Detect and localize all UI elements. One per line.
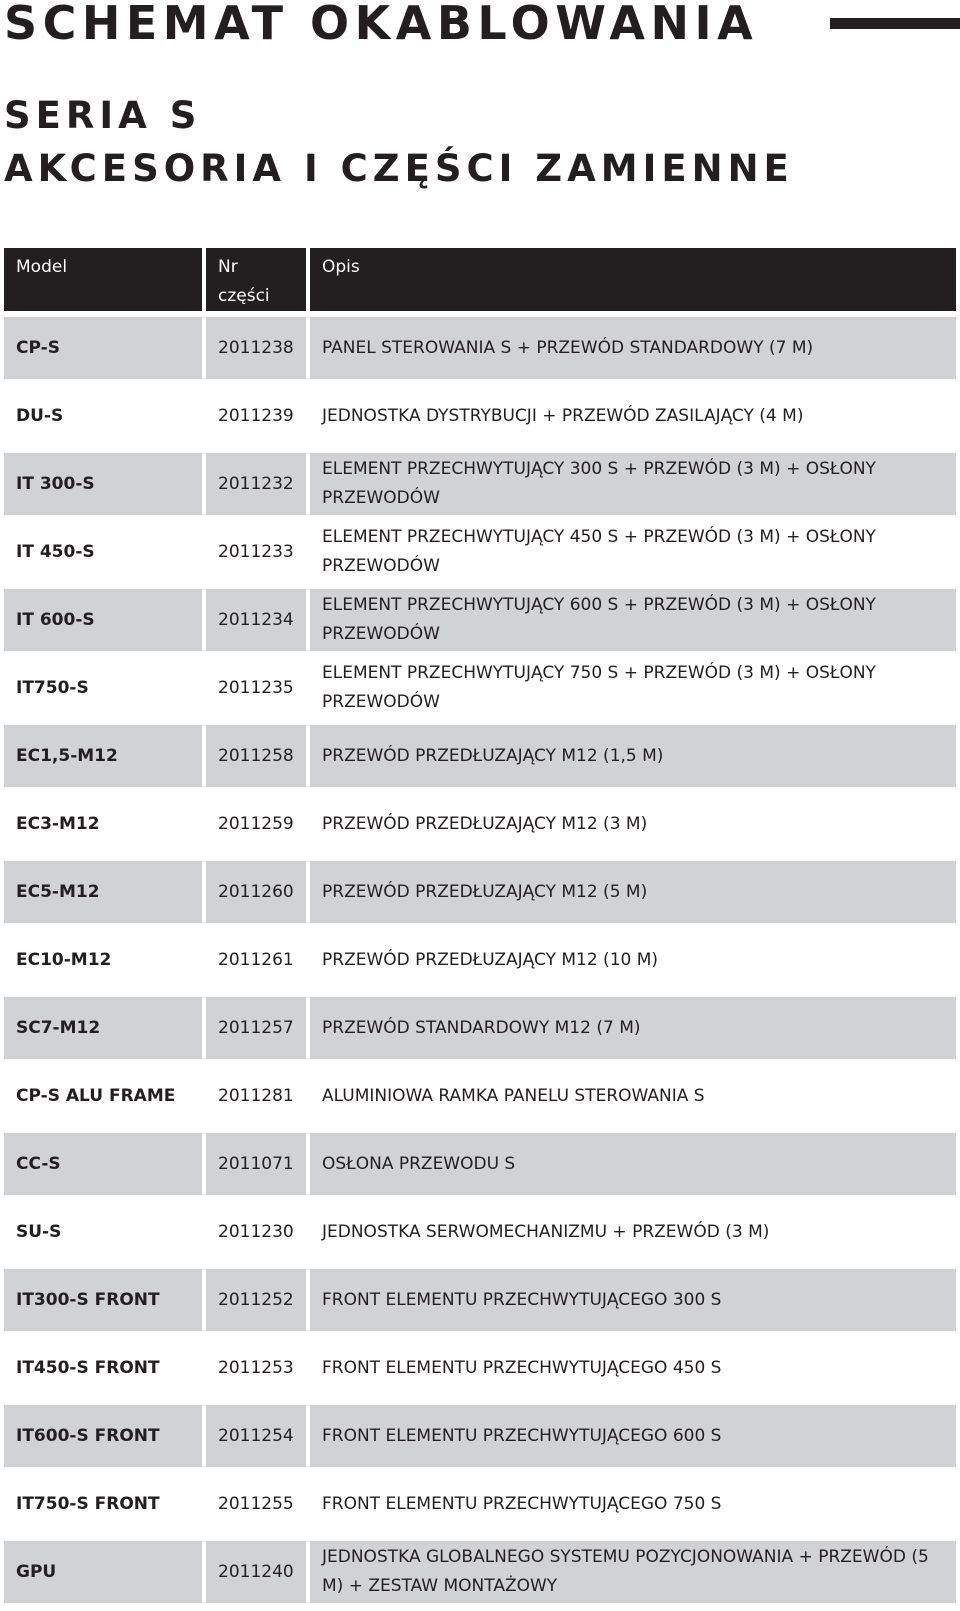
model-cell: EC5-M12	[4, 861, 202, 929]
part-number-cell: 2011258	[202, 725, 306, 793]
model-cell: IT600-S FRONT	[4, 1405, 202, 1473]
description-cell: ELEMENT PRZECHWYTUJĄCY 750 S + PRZEWÓD (3 M) + OSŁONY PRZEWODÓW	[306, 657, 956, 725]
description-cell: PRZEWÓD PRZEDŁUZAJĄCY M12 (5 M)	[306, 861, 956, 929]
table-row	[4, 521, 956, 589]
part-number-cell: 2011071	[202, 1133, 306, 1201]
part-number-cell: 2011252	[202, 1269, 306, 1337]
column-header-description: Opis	[306, 248, 956, 317]
model-cell: EC3-M12	[4, 793, 202, 861]
model-cell: EC10-M12	[4, 929, 202, 997]
description-cell: JEDNOSTKA GLOBALNEGO SYSTEMU POZYCJONOWANIA + PRZEWÓD (5 M) + ZESTAW MONTAŻOWY	[306, 1541, 956, 1609]
table-row	[4, 317, 956, 385]
table-row	[4, 1065, 956, 1133]
column-header-part-number: Nr części	[202, 248, 306, 317]
part-number-cell: 2011254	[202, 1405, 306, 1473]
table-row	[4, 1473, 956, 1541]
model-cell: DU-S	[4, 385, 202, 453]
model-cell: IT450-S FRONT	[4, 1337, 202, 1405]
description-cell: ELEMENT PRZECHWYTUJĄCY 300 S + PRZEWÓD (3 M) + OSŁONY PRZEWODÓW	[306, 453, 956, 521]
table-row	[4, 1269, 956, 1337]
parts-table	[4, 248, 956, 1609]
part-number-cell: 2011281	[202, 1065, 306, 1133]
table-row	[4, 725, 956, 793]
table-row	[4, 385, 956, 453]
part-number-cell: 2011257	[202, 997, 306, 1065]
part-number-cell: 2011253	[202, 1337, 306, 1405]
part-number-cell: 2011239	[202, 385, 306, 453]
part-number-cell: 2011255	[202, 1473, 306, 1541]
page-title: SCHEMAT OKABLOWANIA	[4, 0, 759, 50]
description-cell: JEDNOSTKA DYSTRYBUCJI + PRZEWÓD ZASILAJĄCY (4 M)	[306, 385, 956, 453]
part-number-cell: 2011238	[202, 317, 306, 385]
description-cell: ELEMENT PRZECHWYTUJĄCY 450 S + PRZEWÓD (3 M) + OSŁONY PRZEWODÓW	[306, 521, 956, 589]
model-cell: EC1,5-M12	[4, 725, 202, 793]
description-cell: PANEL STEROWANIA S + PRZEWÓD STANDARDOWY (7 M)	[306, 317, 956, 385]
model-cell: CC-S	[4, 1133, 202, 1201]
model-cell: CP-S ALU FRAME	[4, 1065, 202, 1133]
part-number-cell: 2011235	[202, 657, 306, 725]
part-number-cell: 2011240	[202, 1541, 306, 1609]
table-row	[4, 793, 956, 861]
description-cell: ALUMINIOWA RAMKA PANELU STEROWANIA S	[306, 1065, 956, 1133]
part-number-cell: 2011232	[202, 453, 306, 521]
description-cell: PRZEWÓD STANDARDOWY M12 (7 M)	[306, 997, 956, 1065]
series-title: SERIA S	[4, 94, 202, 137]
description-cell: PRZEWÓD PRZEDŁUZAJĄCY M12 (1,5 M)	[306, 725, 956, 793]
part-number-cell: 2011261	[202, 929, 306, 997]
model-cell: CP-S	[4, 317, 202, 385]
description-cell: OSŁONA PRZEWODU S	[306, 1133, 956, 1201]
model-cell: SU-S	[4, 1201, 202, 1269]
table-row	[4, 1133, 956, 1201]
table-row	[4, 1337, 956, 1405]
table-body	[4, 317, 956, 1609]
table-row	[4, 861, 956, 929]
title-row	[4, 0, 956, 52]
description-cell: FRONT ELEMENTU PRZECHWYTUJĄCEGO 750 S	[306, 1473, 956, 1541]
table-row	[4, 589, 956, 657]
model-cell: IT 450-S	[4, 521, 202, 589]
part-number-cell: 2011230	[202, 1201, 306, 1269]
model-cell: IT300-S FRONT	[4, 1269, 202, 1337]
model-cell: SC7-M12	[4, 997, 202, 1065]
table-row	[4, 1541, 956, 1609]
model-cell: GPU	[4, 1541, 202, 1609]
part-number-cell: 2011234	[202, 589, 306, 657]
description-cell: JEDNOSTKA SERWOMECHANIZMU + PRZEWÓD (3 M)	[306, 1201, 956, 1269]
description-cell: PRZEWÓD PRZEDŁUZAJĄCY M12 (3 M)	[306, 793, 956, 861]
table-row	[4, 929, 956, 997]
column-header-model: Model	[4, 248, 202, 317]
header-row	[4, 248, 956, 317]
description-cell: FRONT ELEMENTU PRZECHWYTUJĄCEGO 300 S	[306, 1269, 956, 1337]
description-cell: FRONT ELEMENTU PRZECHWYTUJĄCEGO 450 S	[306, 1337, 956, 1405]
model-cell: IT750-S	[4, 657, 202, 725]
table-row	[4, 453, 956, 521]
description-cell: FRONT ELEMENTU PRZECHWYTUJĄCEGO 600 S	[306, 1405, 956, 1473]
description-cell: ELEMENT PRZECHWYTUJĄCY 600 S + PRZEWÓD (3 M) + OSŁONY PRZEWODÓW	[306, 589, 956, 657]
description-cell: PRZEWÓD PRZEDŁUZAJĄCY M12 (10 M)	[306, 929, 956, 997]
part-number-cell: 2011260	[202, 861, 306, 929]
table-row	[4, 997, 956, 1065]
model-cell: IT 600-S	[4, 589, 202, 657]
part-number-cell: 2011259	[202, 793, 306, 861]
part-number-cell: 2011233	[202, 521, 306, 589]
table-row	[4, 657, 956, 725]
model-cell: IT750-S FRONT	[4, 1473, 202, 1541]
table-header	[4, 248, 956, 317]
section-subtitle: AKCESORIA I CZĘŚCI ZAMIENNE	[4, 147, 794, 190]
table-row	[4, 1201, 956, 1269]
table-row	[4, 1405, 956, 1473]
title-rule	[830, 18, 960, 29]
model-cell: IT 300-S	[4, 453, 202, 521]
